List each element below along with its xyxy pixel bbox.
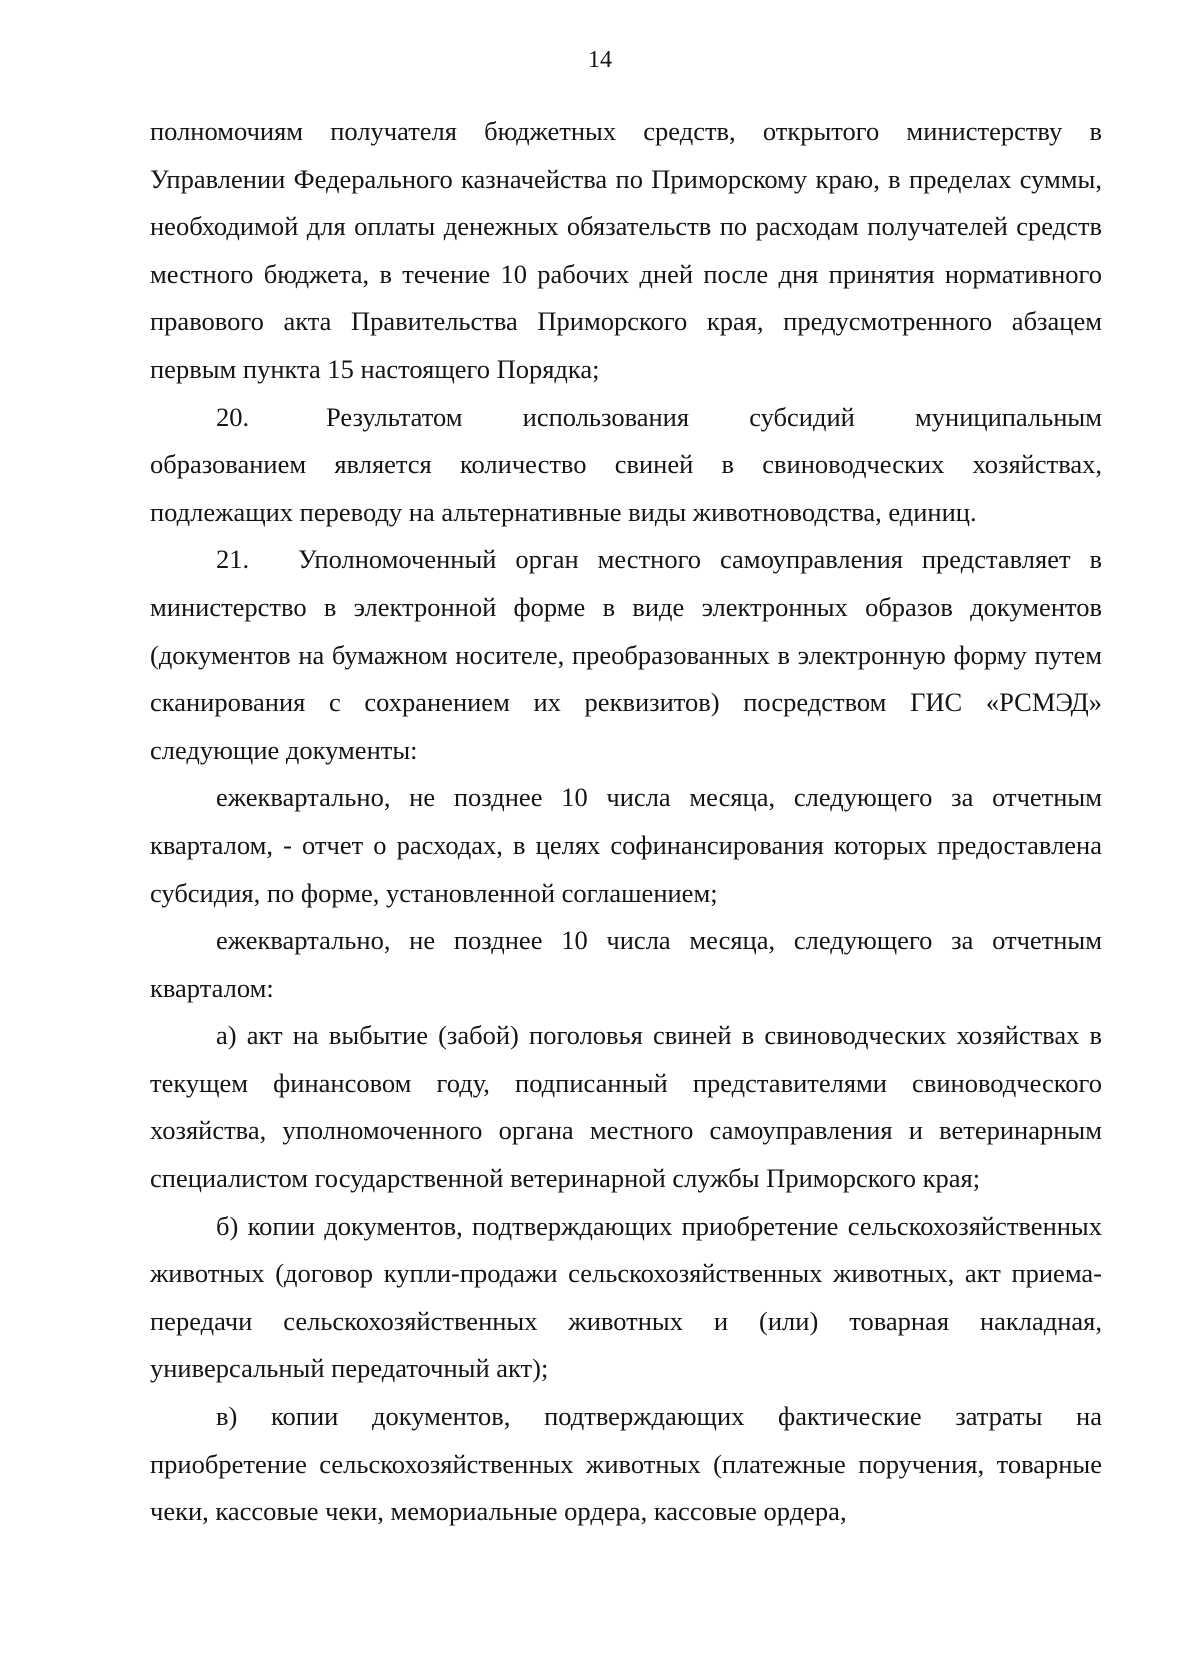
- paragraph-text: в) копии документов, подтверждающих фактические затраты на приобретение сельскохозяйственных животных (платежные поручения, товарные чеки, кассовые чеки, мемориальные ордера, кассовые ордера,: [150, 1401, 1102, 1527]
- page-number: 14: [588, 47, 612, 73]
- paragraph-subitem-a: [150, 1012, 1102, 1202]
- paragraph-text: а) акт на выбытие (забой) поголовья свиней в свиноводческих хозяйствах в текущем финансовом году, подписанный представителями свиноводческого хозяйства, уполномоченного органа местного самоуправления и ветеринарным специалистом государственной ветеринарной службы Приморского края;: [150, 1020, 1102, 1194]
- paragraph-text: Уполномоченный орган местного самоуправления представляет в министерство в электронной форме в виде электронных образов документов (документов на бумажном носителе, преобразованных в электронную форму путем сканирования с сохранением их реквизитов) посредством ГИС «РСМЭД» следующие документы:: [150, 544, 1102, 765]
- paragraph-item-20: [150, 394, 1102, 537]
- paragraph-text: б) копии документов, подтверждающих приобретение сельскохозяйственных животных (договор купли-продажи сельскохозяйственных животных, акт приема-передачи сельскохозяйственных животных и (или) товарная накладная, универсальный передаточный акт);: [150, 1210, 1102, 1384]
- paragraph-text: ежеквартально, не позднее 10 числа месяца, следующего за отчетным кварталом, - отчет о расходах, в целях софинансирования которых предоставлена субсидия, по форме, установленной соглашением;: [150, 782, 1102, 908]
- paragraph-text: Результатом использования субсидий муниципальным образованием является количество свиней в свиноводческих хозяйствах, подлежащих переводу на альтернативные виды животноводства, единиц.: [150, 401, 1102, 527]
- paragraph-subitem-v: [150, 1393, 1102, 1536]
- paragraph-quarterly-report: [150, 774, 1102, 917]
- paragraph-number: 21.: [216, 544, 250, 575]
- document-body: [150, 108, 1102, 1536]
- paragraph-text: полномочиям получателя бюджетных средств, открытого министерству в Управлении Федерального казначейства по Приморскому краю, в пределах суммы, необходимой для оплаты денежных обязательств по расходам получателей средств местного бюджета, в течение 10 рабочих дней после дня принятия нормативного правового акта Правительства Приморского края, предусмотренного абзацем первым пункта 15 настоящего Порядка;: [150, 116, 1102, 384]
- paragraph-continuation-19: [150, 108, 1102, 394]
- paragraph-text: ежеквартально, не позднее 10 числа месяца, следующего за отчетным кварталом:: [150, 925, 1102, 1003]
- paragraph-item-21: [150, 536, 1102, 774]
- paragraph-number: 20.: [216, 401, 250, 432]
- paragraph-subitem-b: [150, 1203, 1102, 1393]
- paragraph-quarterly-documents: [150, 917, 1102, 1012]
